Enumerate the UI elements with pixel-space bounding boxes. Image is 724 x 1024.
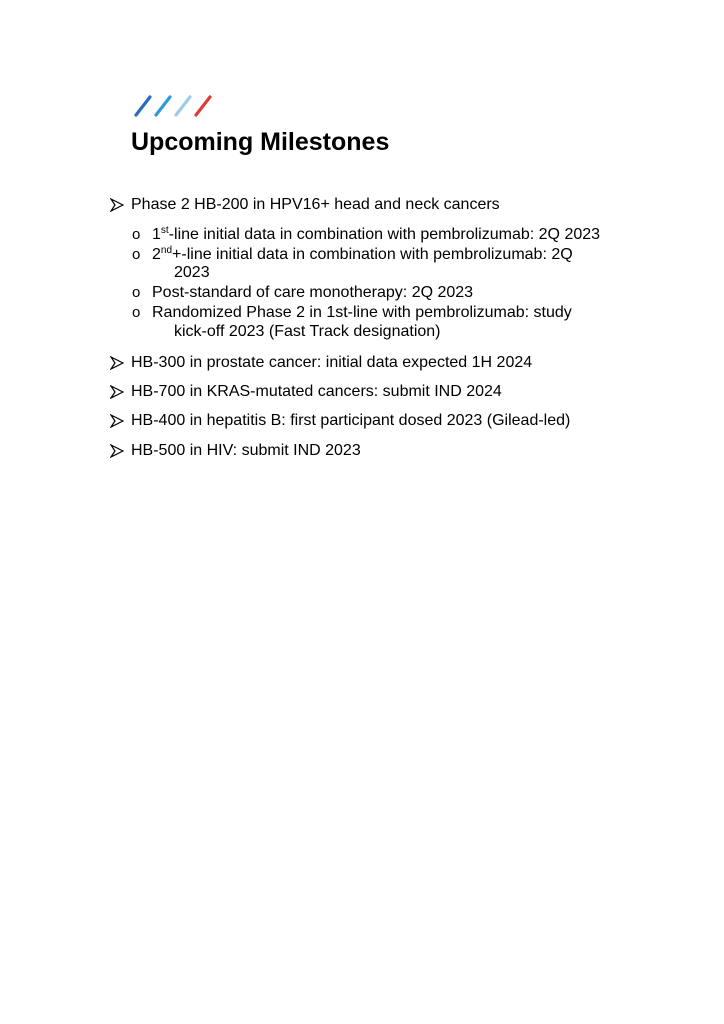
milestone-item: HB-400 in hepatitis B: first participant dosed 2023 (Gilead-led) <box>131 412 571 429</box>
sub-item: Post-standard of care monotherapy: 2Q 2023 <box>152 284 474 301</box>
circle-bullet-icon: o <box>132 226 141 243</box>
sub-item: Randomized Phase 2 in 1st-line with pembrolizumab: study <box>152 304 572 321</box>
arrow-bullet-icon <box>110 385 124 399</box>
arrow-bullet-icon <box>110 356 124 370</box>
sub-item-continuation: 2023 <box>174 264 210 281</box>
arrow-bullet-icon <box>110 414 124 428</box>
circle-bullet-icon: o <box>132 304 141 321</box>
milestone-item: HB-300 in prostate cancer: initial data expected 1H 2024 <box>131 354 533 371</box>
page-title: Upcoming Milestones <box>131 128 390 156</box>
stripe-3 <box>176 97 190 115</box>
arrow-bullet-icon <box>110 444 124 458</box>
stripe-4 <box>196 97 210 115</box>
stripe-2 <box>156 97 170 115</box>
circle-bullet-icon: o <box>132 246 141 263</box>
circle-bullet-icon: o <box>132 284 141 301</box>
sub-item: 2nd+-line initial data in combination with pembrolizumab: 2Q <box>152 245 573 263</box>
logo-stripes-icon <box>134 95 220 117</box>
sub-item-continuation: kick-off 2023 (Fast Track designation) <box>174 323 441 340</box>
milestone-item: Phase 2 HB-200 in HPV16+ head and neck cancers <box>131 196 500 213</box>
milestone-item: HB-700 in KRAS-mutated cancers: submit IND 2024 <box>131 383 502 400</box>
sub-item: 1st-line initial data in combination with pembrolizumab: 2Q 2023 <box>152 225 601 243</box>
stripe-1 <box>136 97 150 115</box>
milestone-item: HB-500 in HIV: submit IND 2023 <box>131 442 361 459</box>
arrow-bullet-icon <box>110 198 124 212</box>
